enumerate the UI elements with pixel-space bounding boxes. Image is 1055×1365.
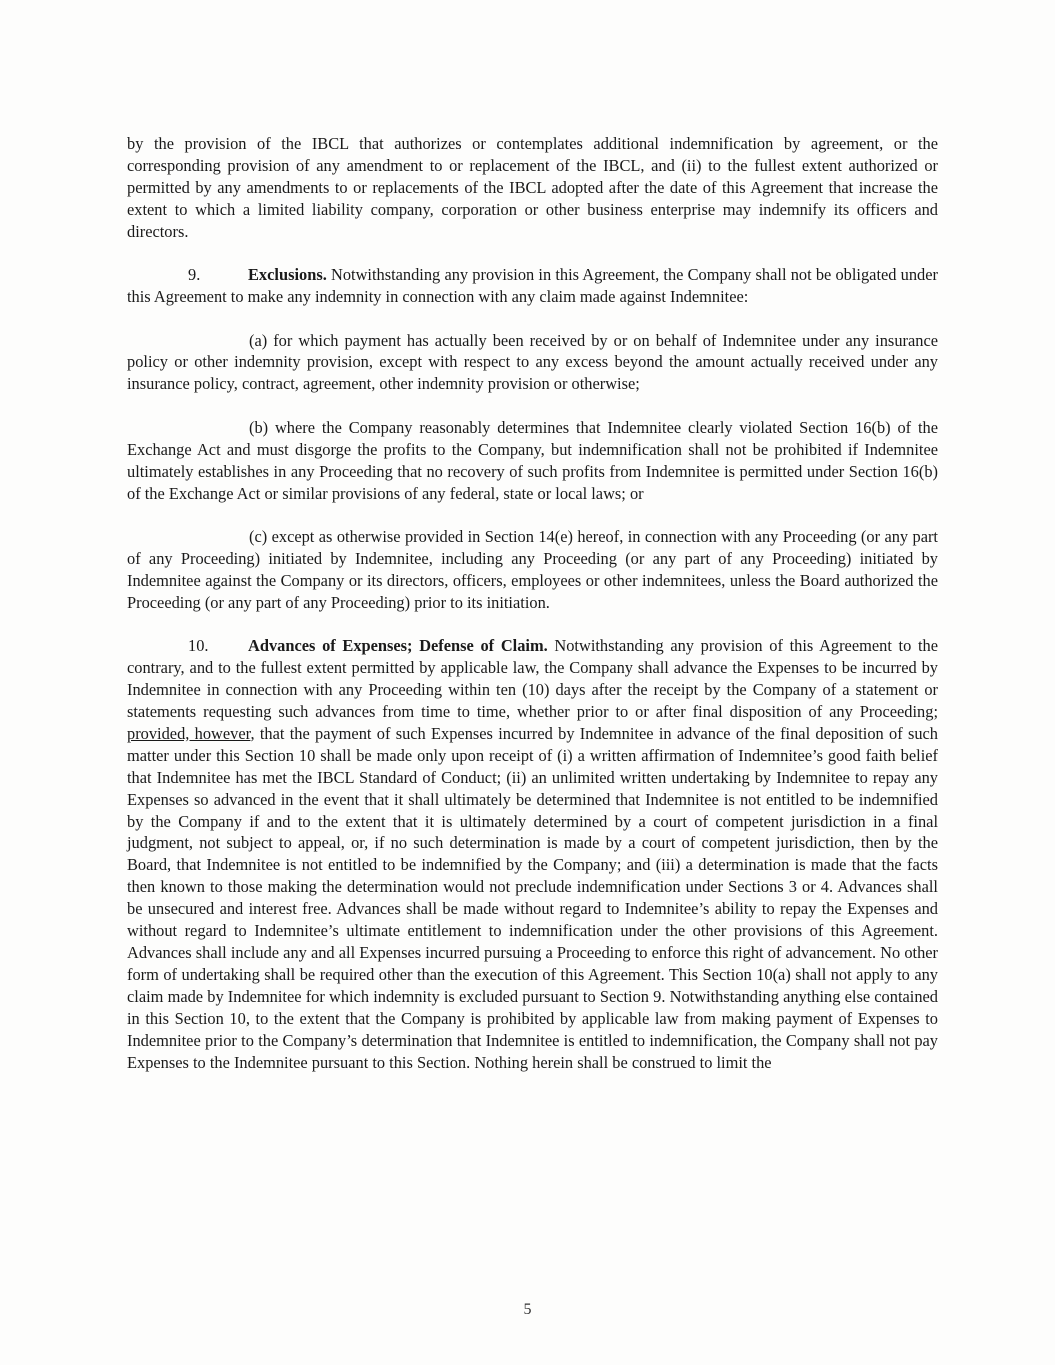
section-9	[127, 264, 938, 308]
section-9a	[127, 330, 938, 396]
paragraph-continuation	[127, 133, 938, 243]
section-9c	[127, 526, 938, 614]
section-10	[127, 635, 938, 1073]
section-10-number: 10.	[188, 636, 209, 656]
section-10-heading: Advances of Expenses; Defense of Claim.	[248, 636, 548, 656]
section-9b-text: (b) where the Company reasonably determines that Indemnitee clearly violated Section 16(b) of the Exchange Act and must disgorge the profits to the Company, but indemnification shall not be prohibited if Indemnitee ultimately establishes in any Proceeding that no recovery of such profits from Indemnitee is permitted under Section 16(b) of the Exchange Act or similar provisions of any federal, state or local laws; or	[127, 417, 938, 503]
section-9c-text: (c) except as otherwise provided in Section 14(e) hereof, in connection with any Proceeding (or any part of any Proceeding) initiated by Indemnitee, including any Proceeding (or any part of any Proceeding) initiated by Indemnitee against the Company or its directors, officers, employees or other indemnitees, unless the Board authorized the Proceeding (or any part of any Proceeding) prior to its initiation.	[127, 527, 938, 612]
section-10-text-part1: Notwithstanding any provision of this Agreement to the contrary, and to the fullest extent permitted by applicable law, the Company shall advance the Expenses to be incurred by Indemnitee in connection with any Proceeding within ten (10) days after the receipt by the Company of a statement or statements requesting such advances from time to time, whether prior to or after final disposition of any Proceeding;	[127, 636, 939, 721]
section-9a-text: (a) for which payment has actually been received by or on behalf of Indemnitee under any insurance policy or other indemnity provision, except with respect to any excess beyond the amount actually received under any insurance policy, contract, agreement, other indemnity provision or otherwise;	[127, 330, 938, 394]
section-9b	[127, 417, 938, 505]
section-9-text: Notwithstanding any provision in this Agreement, the Company shall not be obligated under this Agreement to make any indemnity in connection with any claim made against Indemnitee:	[127, 265, 938, 307]
section-9-heading: Exclusions.	[248, 265, 327, 285]
page-number: 5	[523, 1301, 532, 1318]
section-10-text-part2: , that the payment of such Expenses incurred by Indemnitee in advance of the final deposition of such matter under this Section 10 shall be made only upon receipt of (i) a written affirmation of Indemnitee’s good faith belief that Indemnitee has met the IBCL Standard of Conduct; (ii) an unlimited written undertaking by Indemnitee to repay any Expenses so advanced in the event that it shall ultimately be determined that Indemnitee is not entitled to be indemnified by the Company if and to the extent that it is ultimately determined by a court of competent jurisdiction in a final judgment, not subject to appeal, or, if no such determination is made by a court of competent jurisdiction, then by the Board, that Indemnitee is not entitled to be indemnified by the Company; and (iii) a determination is made that the facts then known to those making the determination would not preclude indemnification under Sections 3 or 4. Advances shall be unsecured and interest free. Advances shall be made without regard to Indemnitee’s ability to repay the Expenses and without regard to Indemnitee’s ultimate entitlement to indemnification under the other provisions of this Agreement. Advances shall include any and all Expenses incurred pursuing a Proceeding to enforce this right of advancement. No other form of undertaking shall be required other than the execution of this Agreement. This Section 10(a) shall not apply to any claim made by Indemnitee for which indemnity is excluded pursuant to Section 9. Notwithstanding anything else contained in this Section 10, to the extent that the Company is prohibited by applicable law from making payment of Expenses to Indemnitee prior to the Company’s determination that Indemnitee is entitled to indemnification, the Company shall not pay Expenses to the Indemnitee pursuant to this Section. Nothing herein shall be construed to limit the	[127, 723, 939, 1072]
section-9-number: 9.	[188, 265, 201, 285]
paragraph-continuation-text: by the provision of the IBCL that authorizes or contemplates additional indemnification by agreement, or the corresponding provision of any amendment to or replacement of the IBCL, and (ii) to the fullest extent authorized or permitted by any amendments to or replacements of the IBCL adopted after the date of this Agreement that increase the extent to which a limited liability company, corporation or other business enterprise may indemnify its officers and directors.	[127, 134, 938, 241]
document-body	[127, 133, 938, 1073]
section-10-underlined-text: provided, however	[127, 723, 251, 743]
